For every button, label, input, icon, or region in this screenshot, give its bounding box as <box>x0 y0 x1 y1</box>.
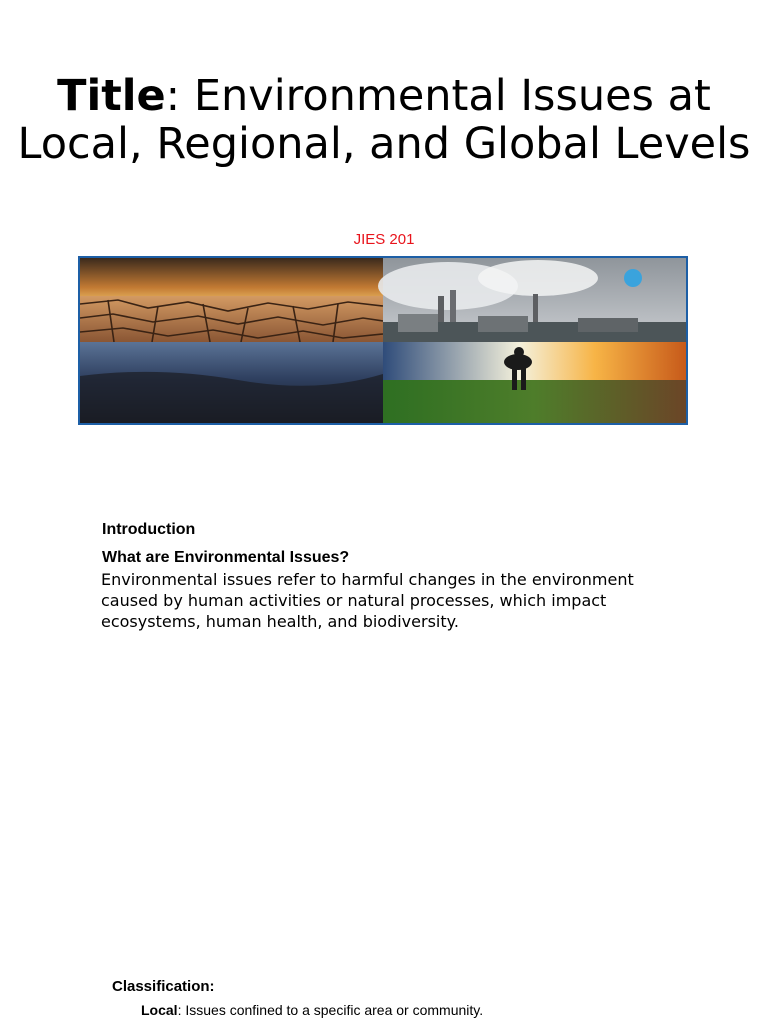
question-heading: What are Environmental Issues? <box>102 549 350 566</box>
course-code: JIES 201 <box>353 231 415 248</box>
classification-term: Local <box>141 1002 178 1018</box>
smokestacks-panel <box>378 258 686 342</box>
walking-figure-panel <box>383 342 686 423</box>
environment-collage-image <box>78 256 688 425</box>
cracked-earth-panel <box>80 258 383 342</box>
classification-item <box>141 1000 483 1020</box>
title-text: : Environmental Issues at Local, Regional, and Global Levels <box>17 71 751 169</box>
dark-water-panel <box>80 342 383 423</box>
introduction-paragraph: Environmental issues refer to harmful changes in the environment caused by human activities or natural processes, which impact ecosystems, human health, and biodiversity. <box>101 570 634 631</box>
title-label: Title <box>57 71 166 121</box>
document-title <box>0 72 768 168</box>
classification-description: : Issues confined to a specific area or community. <box>177 1002 484 1018</box>
introduction-heading: Introduction <box>102 521 196 538</box>
classification-heading: Classification: <box>112 978 215 995</box>
